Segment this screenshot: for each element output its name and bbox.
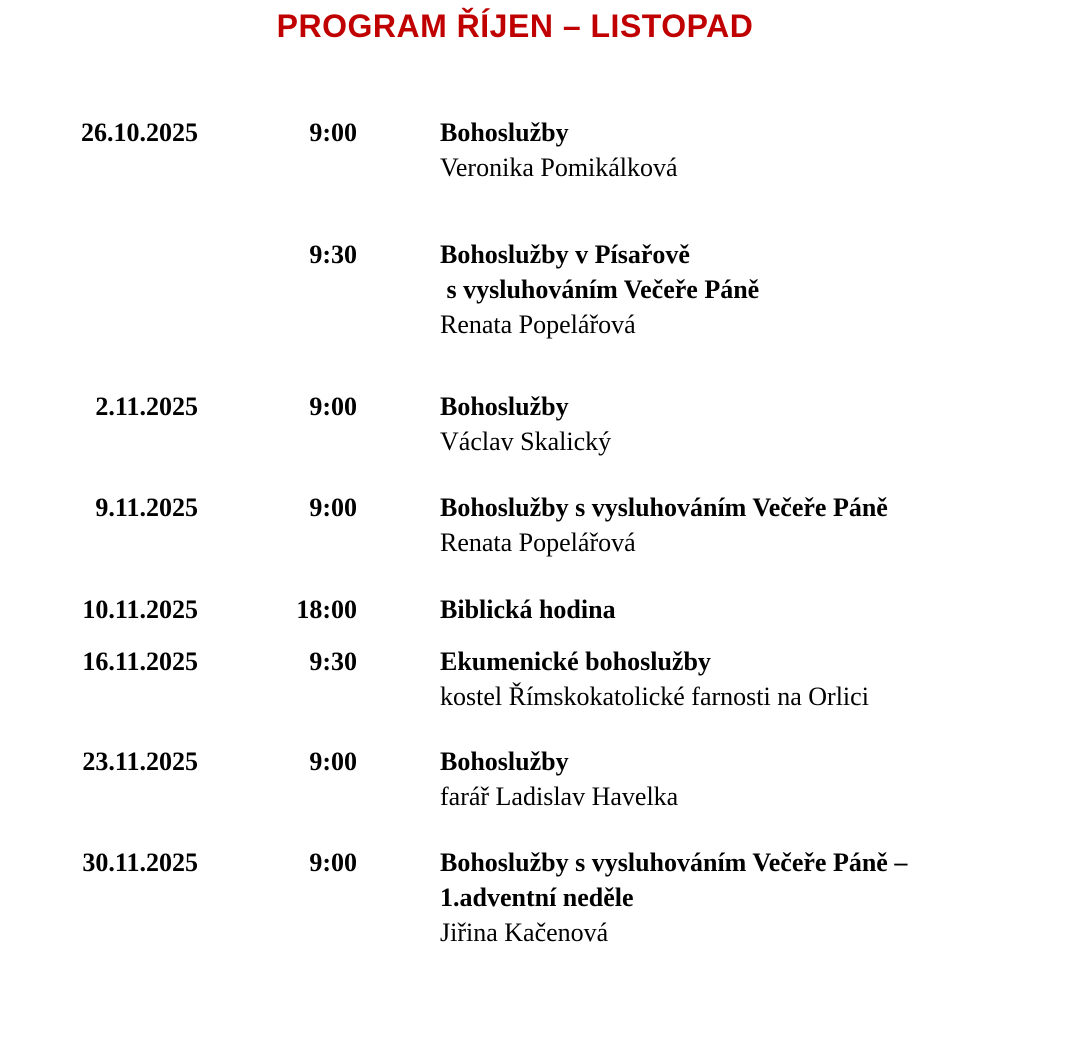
schedule-row: [0, 490, 1066, 560]
event-detail-line: kostel Římskokatolické farnosti na Orlici: [440, 682, 869, 711]
event-time: 9:00: [309, 493, 357, 522]
event-title-line: Bohoslužby: [440, 392, 569, 421]
event-title-line: Bohoslužby: [440, 747, 569, 776]
event-date: 2.11.2025: [95, 392, 198, 421]
event-detail-line: Renata Popelářová: [440, 528, 636, 557]
event-time: 9:30: [309, 240, 357, 269]
event-detail-line: farář Ladislav Havelka: [440, 782, 679, 811]
event-description: [440, 592, 616, 627]
event-description: [440, 115, 678, 185]
schedule-list: [0, 115, 1066, 950]
event-date: 16.11.2025: [82, 647, 198, 676]
event-time: 18:00: [296, 595, 357, 624]
event-title-line: Bohoslužby s vysluhováním Večeře Páně: [440, 493, 888, 522]
schedule-row: [0, 237, 1066, 342]
schedule-row: [0, 644, 1066, 714]
event-date: 10.11.2025: [82, 595, 198, 624]
event-time: 9:30: [309, 647, 357, 676]
event-description: [440, 744, 678, 814]
event-date: 23.11.2025: [82, 747, 198, 776]
event-detail-line: Veronika Pomikálková: [440, 153, 678, 182]
event-date: 9.11.2025: [95, 493, 198, 522]
event-detail-line: Renata Popelářová: [440, 310, 636, 339]
event-title-line: Bohoslužby: [440, 118, 569, 147]
event-time: 9:00: [309, 118, 357, 147]
event-title-line: Bohoslužby s vysluhováním Večeře Páně –: [440, 848, 908, 877]
event-time: 9:00: [309, 392, 357, 421]
schedule-row: [0, 592, 1066, 627]
page-title: PROGRAM ŘÍJEN – LISTOPAD: [276, 8, 754, 44]
event-title-line: Biblická hodina: [440, 595, 616, 624]
event-date: 30.11.2025: [82, 848, 198, 877]
event-title-line: 1.adventní neděle: [440, 883, 634, 912]
schedule-row: [0, 115, 1066, 185]
event-description: [440, 845, 907, 950]
schedule-row: [0, 845, 1066, 950]
event-time: 9:00: [309, 848, 357, 877]
event-title-line: Bohoslužby v Písařově: [440, 240, 690, 269]
event-description: [440, 237, 759, 342]
event-title-line: Ekumenické bohoslužby: [440, 647, 711, 676]
event-detail-line: Václav Skalický: [440, 427, 612, 456]
event-description: [440, 389, 611, 459]
event-detail-line: Jiřina Kačenová: [440, 918, 609, 947]
event-title-line: s vysluhováním Večeře Páně: [440, 275, 760, 304]
event-description: [440, 644, 869, 714]
schedule-row: [0, 744, 1066, 814]
event-date: 26.10.2025: [81, 118, 198, 147]
event-time: 9:00: [309, 747, 357, 776]
event-description: [440, 490, 888, 560]
schedule-row: [0, 389, 1066, 459]
